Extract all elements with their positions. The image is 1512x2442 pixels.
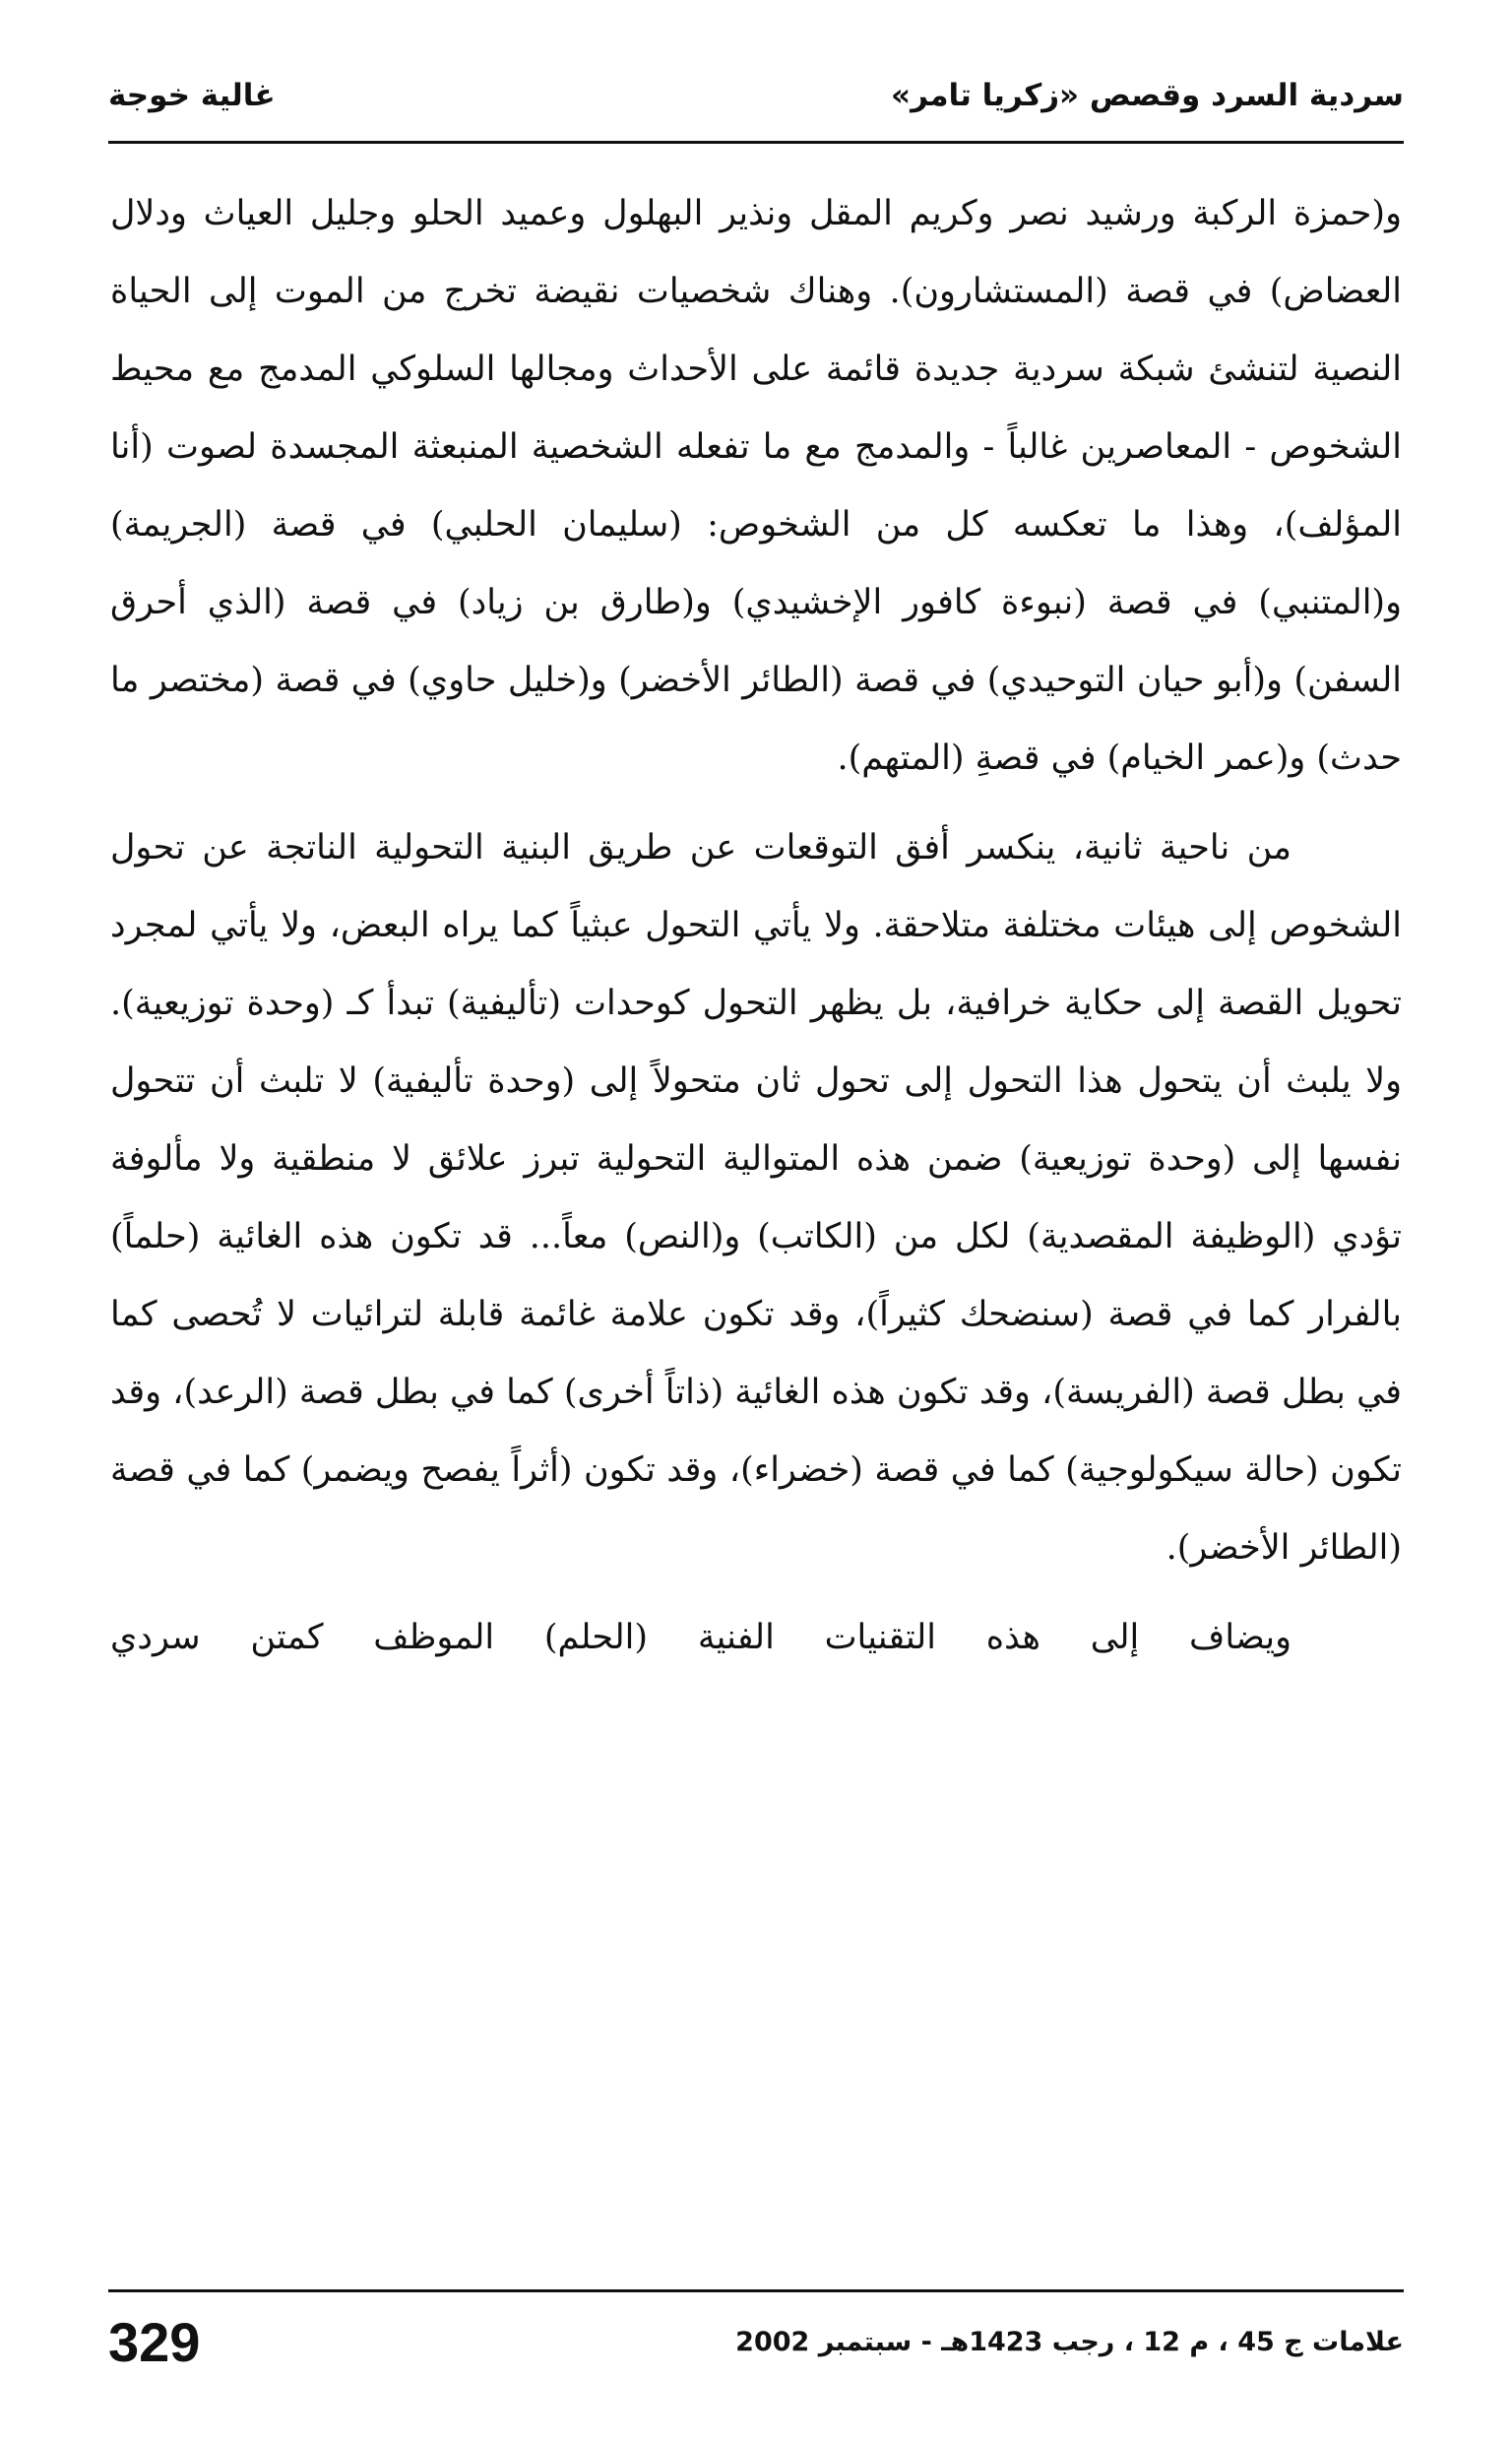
paragraph-2: من ناحية ثانية، ينكسر أفق التوقعات عن طريق البنية التحولية الناتجة عن تحول الشخوص إلى هيئات مختلفة متلاحقة. ولا يأتي التحول عبثياً كما يراه البعض، ولا يأتي لمجرد تحويل القصة إلى حكاية خرافية، بل يظهر التحول كوحدات (تأليفية) تبدأ كـ (وحدة توزيعية). ولا يلبث أن يتحول هذا التحول إلى تحول ثان متحولاً إلى (وحدة تأليفية) لا تلبث أن تتحول نفسها إلى (وحدة توزيعية) ضمن هذه المتوالية التحولية تبرز علائق لا منطقية ولا مألوفة تؤدي (الوظيفة المقصدية) لكل من (الكاتب) و(النص) معاً... قد تكون هذه الغائية (حلماً) بالفرار كما في قصة (سنضحك كثيراً)، وقد تكون علامة غائمة قابلة لترائيات لا تُحصى كما في بطل قصة (الفريسة)، وقد تكون هذه الغائية (ذاتاً أخرى) كما في بطل قصة (الرعد)، وقد تكون (حالة سيكولوجية) كما في قصة (خضراء)، وقد تكون (أثراً يفصح ويضمر) كما في قصة (الطائر الأخضر). bbox=[110, 828, 1402, 1568]
running-header bbox=[108, 61, 1404, 130]
running-header-title: سردية السرد وقصص «زكريا تامر» bbox=[891, 78, 1404, 113]
paragraph-1: و(حمزة الركبة ورشيد نصر وكريم المقل ونذير البهلول وعميد الحلو وجليل العياث ودلال العضاض) في قصة (المستشارون). وهناك شخصيات نقيضة تخرج من الموت إلى الحياة النصية لتنشئ شبكة سردية جديدة قائمة على الأحداث ومجالها السلوكي المدمج مع محيط الشخوص - المعاصرين غالباً - والمدمج مع ما تفعله الشخصية المنبعثة المجسدة لصوت (أنا المؤلف)، وهذا ما تعكسه كل من الشخوص: (سليمان الحلبي) في قصة (الجريمة) و(المتنبي) في قصة (نبوءة كافور الإخشيدي) و(طارق بن زياد) في قصة (الذي أحرق السفن) و(أبو حيان التوحيدي) في قصة (الطائر الأخضر) و(خليل حاوي) في قصة (مختصر ما حدث) و(عمر الخيام) في قصةِ (المتهم). bbox=[110, 194, 1402, 778]
header-rule bbox=[108, 141, 1404, 144]
journal-citation: علامات ج 45 ، م 12 ، رجب 1423هـ - سبتمبر 2002 bbox=[735, 2326, 1404, 2357]
page-footer bbox=[108, 2302, 1404, 2381]
paragraph-3: ويضاف إلى هذه التقنيات الفنية (الحلم) الموظف كمتن سردي bbox=[110, 1618, 1292, 1657]
footer-rule bbox=[108, 2289, 1404, 2292]
running-header-author: غالية خوجة bbox=[108, 78, 276, 113]
page-number: 329 bbox=[108, 2310, 201, 2373]
body-text bbox=[110, 175, 1402, 1677]
